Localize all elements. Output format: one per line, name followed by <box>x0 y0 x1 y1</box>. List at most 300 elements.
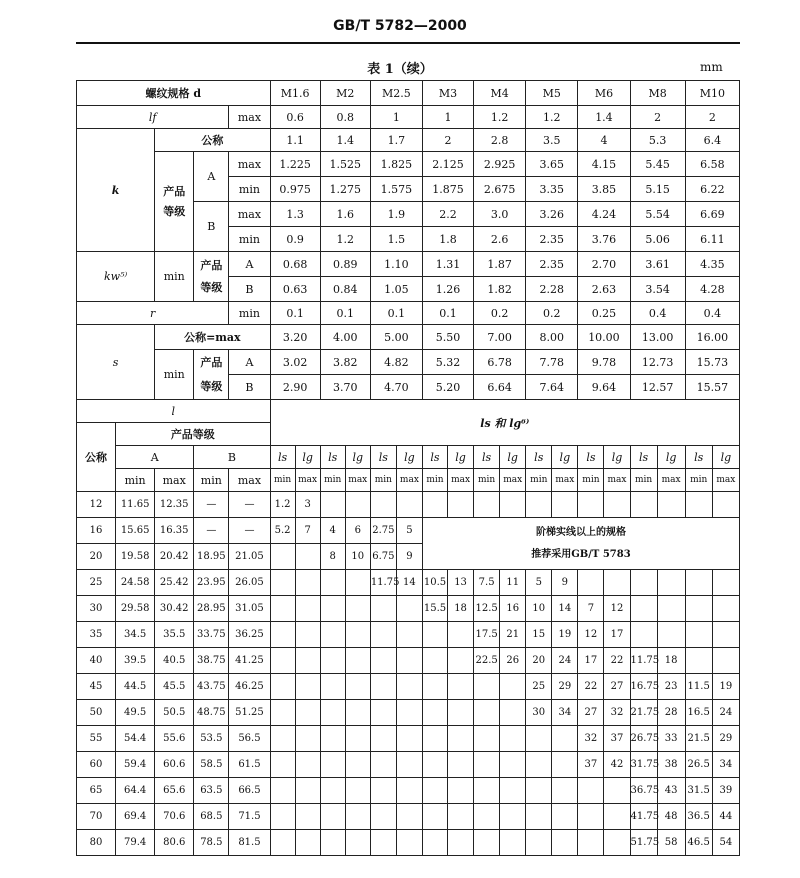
length-row <box>77 674 740 700</box>
kw-grade-l2: 等级 <box>200 280 223 294</box>
length-a-max: 80.6 <box>155 830 194 856</box>
length-a-min: 11.65 <box>116 492 155 518</box>
s-nominal-value: 5.00 <box>370 325 422 350</box>
lg-col-header: lg <box>500 446 526 469</box>
length-a-min: 54.4 <box>116 726 155 752</box>
ls-value <box>320 648 345 674</box>
lg-value: 27 <box>604 674 630 700</box>
lg-max-label: max <box>295 469 320 492</box>
lg-value <box>345 622 370 648</box>
kw-b-value: 1.05 <box>370 277 422 302</box>
ls-value: 51.75 <box>630 830 657 856</box>
length-a-max: 30.42 <box>155 596 194 622</box>
s-nominal-value: 8.00 <box>526 325 578 350</box>
s-grade-l1: 产品 <box>200 355 223 369</box>
lg-value <box>500 752 526 778</box>
s-grade-b: B <box>229 375 270 400</box>
kw-b-value: 0.63 <box>270 277 320 302</box>
length-nominal: 45 <box>77 674 116 700</box>
length-row <box>77 596 740 622</box>
kw-a-value: 2.35 <box>526 252 578 277</box>
kw-b-value: 1.26 <box>422 277 473 302</box>
unit-label: mm <box>700 60 723 74</box>
lg-value: 22 <box>604 648 630 674</box>
ls-value <box>320 492 345 518</box>
length-row <box>77 752 740 778</box>
k-a-min-value: 6.22 <box>685 177 739 202</box>
length-a-max: 40.5 <box>155 648 194 674</box>
ls-value: 36.5 <box>685 804 712 830</box>
length-a-max: 60.6 <box>155 752 194 778</box>
lg-value <box>552 778 578 804</box>
s-grade-l2: 等级 <box>200 379 223 393</box>
length-row <box>77 570 740 596</box>
r-value: 0.4 <box>630 302 685 325</box>
lg-value: 54 <box>712 830 739 856</box>
ls-value <box>370 804 396 830</box>
s-a-value: 12.73 <box>630 350 685 375</box>
lg-value <box>295 596 320 622</box>
lg-value: 34 <box>712 752 739 778</box>
length-b-min: 53.5 <box>194 726 229 752</box>
ls-value: 10.5 <box>422 570 447 596</box>
size-header: M6 <box>578 81 630 106</box>
length-a-min: 39.5 <box>116 648 155 674</box>
lg-value: 58 <box>657 830 685 856</box>
k-b-max-value: 1.6 <box>320 202 370 227</box>
s-b-value: 5.20 <box>422 375 473 400</box>
lg-max-label: max <box>500 469 526 492</box>
length-b-max: 46.25 <box>229 674 270 700</box>
k-a-min-value: 5.15 <box>630 177 685 202</box>
length-grade-b: B <box>194 446 270 469</box>
ls-min-label: min <box>578 469 604 492</box>
spec-table <box>76 80 740 856</box>
lg-value <box>345 830 370 856</box>
ls-value: 26.75 <box>630 726 657 752</box>
ls-value <box>422 622 447 648</box>
lf-value: 2 <box>630 106 685 129</box>
ls-value: 22.5 <box>474 648 500 674</box>
length-a-max: 50.5 <box>155 700 194 726</box>
length-nominal: 70 <box>77 804 116 830</box>
lg-value <box>712 648 739 674</box>
ls-value <box>320 726 345 752</box>
size-header: M2.5 <box>370 81 422 106</box>
ls-value <box>370 596 396 622</box>
k-a-max-value: 3.65 <box>526 152 578 177</box>
ls-lg-label: ls 和 lg⁶⁾ <box>270 400 739 446</box>
size-header: M8 <box>630 81 685 106</box>
length-b-min: 68.5 <box>194 804 229 830</box>
k-b-min-value: 3.76 <box>578 227 630 252</box>
length-a-max: 16.35 <box>155 518 194 544</box>
lg-value <box>345 778 370 804</box>
ls-value: 31.75 <box>630 752 657 778</box>
lg-value: 19 <box>712 674 739 700</box>
ls-col-header: ls <box>370 446 396 469</box>
kw-a-value: 1.87 <box>474 252 526 277</box>
s-b-value: 7.64 <box>526 375 578 400</box>
row-thread <box>77 81 740 106</box>
ls-value <box>474 804 500 830</box>
lg-value <box>295 726 320 752</box>
ls-value: 5.2 <box>270 518 295 544</box>
lg-value <box>448 700 474 726</box>
lg-value: 38 <box>657 752 685 778</box>
length-b-max: 61.5 <box>229 752 270 778</box>
ls-value <box>270 596 295 622</box>
s-nominal-value: 13.00 <box>630 325 685 350</box>
s-b-value: 2.90 <box>270 375 320 400</box>
k-b-min-value: 5.06 <box>630 227 685 252</box>
length-row <box>77 648 740 674</box>
lg-value <box>604 778 630 804</box>
lg-value: 13 <box>448 570 474 596</box>
lg-value <box>295 570 320 596</box>
length-row <box>77 830 740 856</box>
lg-col-header: lg <box>448 446 474 469</box>
ls-value <box>270 804 295 830</box>
lg-value <box>396 596 422 622</box>
r-value: 0.1 <box>370 302 422 325</box>
ls-value <box>370 830 396 856</box>
row-minmax-header <box>77 469 740 492</box>
s-nominal-value: 4.00 <box>320 325 370 350</box>
lg-value: 29 <box>552 674 578 700</box>
ls-value: 31.5 <box>685 778 712 804</box>
length-nominal: 30 <box>77 596 116 622</box>
lg-value: 12 <box>604 596 630 622</box>
lg-value: 21 <box>500 622 526 648</box>
kw-a-value: 1.10 <box>370 252 422 277</box>
k-nominal-value: 6.4 <box>685 129 739 152</box>
ls-value <box>630 596 657 622</box>
length-a-min: 49.5 <box>116 700 155 726</box>
kw-b-value: 1.82 <box>474 277 526 302</box>
lg-value: 7 <box>295 518 320 544</box>
ls-value <box>320 830 345 856</box>
ls-value: 7.5 <box>474 570 500 596</box>
s-a-value: 4.82 <box>370 350 422 375</box>
lg-value: 18 <box>448 596 474 622</box>
lg-max-label: max <box>552 469 578 492</box>
ls-value <box>685 622 712 648</box>
ls-value <box>270 544 295 570</box>
lg-value <box>448 674 474 700</box>
kw-a-value: 1.31 <box>422 252 473 277</box>
lg-max-label: max <box>712 469 739 492</box>
length-a-max: 12.35 <box>155 492 194 518</box>
lg-value: 48 <box>657 804 685 830</box>
lg-value <box>500 726 526 752</box>
ls-value <box>578 804 604 830</box>
lg-value <box>712 622 739 648</box>
ls-value: 46.5 <box>685 830 712 856</box>
ls-value <box>422 492 447 518</box>
row-s-nominal <box>77 325 740 350</box>
ls-value <box>422 674 447 700</box>
lg-value <box>396 674 422 700</box>
lg-value: 34 <box>552 700 578 726</box>
lg-value <box>295 648 320 674</box>
lg-value <box>345 596 370 622</box>
lg-value: 33 <box>657 726 685 752</box>
lg-value <box>295 544 320 570</box>
ls-value <box>422 778 447 804</box>
ls-value: 12 <box>578 622 604 648</box>
length-nominal: 20 <box>77 544 116 570</box>
lg-value <box>657 492 685 518</box>
kw-a-value: 3.61 <box>630 252 685 277</box>
lg-value: 6 <box>345 518 370 544</box>
ls-value: 12.5 <box>474 596 500 622</box>
length-b-max: 31.05 <box>229 596 270 622</box>
k-a-max-value: 6.58 <box>685 152 739 177</box>
s-a-value: 9.78 <box>578 350 630 375</box>
k-a-max-value: 4.15 <box>578 152 630 177</box>
s-b-value: 12.57 <box>630 375 685 400</box>
k-product-grade <box>155 152 194 252</box>
ls-value <box>270 778 295 804</box>
length-a-max: 65.6 <box>155 778 194 804</box>
ls-value <box>270 726 295 752</box>
lg-value <box>345 752 370 778</box>
s-min-label: min <box>155 350 194 400</box>
s-grade-a: A <box>229 350 270 375</box>
length-a-min: 24.58 <box>116 570 155 596</box>
lg-value: 19 <box>552 622 578 648</box>
ls-value <box>270 570 295 596</box>
recommendation-note <box>422 518 739 570</box>
lg-value <box>396 700 422 726</box>
length-b-max: 21.05 <box>229 544 270 570</box>
lg-value <box>396 648 422 674</box>
ls-min-label: min <box>685 469 712 492</box>
kw-grade-b: B <box>229 277 270 302</box>
ls-col-header: ls <box>320 446 345 469</box>
lg-col-header: lg <box>295 446 320 469</box>
length-nominal: 35 <box>77 622 116 648</box>
length-a-min: 44.5 <box>116 674 155 700</box>
ls-value: 16.75 <box>630 674 657 700</box>
s-nominal-value: 3.20 <box>270 325 320 350</box>
s-a-value: 3.02 <box>270 350 320 375</box>
lg-value <box>500 778 526 804</box>
k-b-min-value: 1.2 <box>320 227 370 252</box>
k-b-max-value: 6.69 <box>685 202 739 227</box>
s-b-value: 3.70 <box>320 375 370 400</box>
ls-value <box>370 700 396 726</box>
length-row <box>77 804 740 830</box>
lg-value: 43 <box>657 778 685 804</box>
size-header: M3 <box>422 81 473 106</box>
ls-value <box>474 778 500 804</box>
size-header: M10 <box>685 81 739 106</box>
ls-value: 10 <box>526 596 552 622</box>
k-nominal-value: 2 <box>422 129 473 152</box>
r-value: 0.4 <box>685 302 739 325</box>
lg-value <box>500 674 526 700</box>
k-b-max-value: 4.24 <box>578 202 630 227</box>
ls-value <box>422 752 447 778</box>
lg-max-label: max <box>345 469 370 492</box>
lg-value: 37 <box>604 726 630 752</box>
ls-value <box>526 726 552 752</box>
s-nominal-value: 5.50 <box>422 325 473 350</box>
ls-value: 11.75 <box>630 648 657 674</box>
k-a-min-value: 0.975 <box>270 177 320 202</box>
lg-value: 24 <box>552 648 578 674</box>
ls-value: 27 <box>578 700 604 726</box>
length-row <box>77 700 740 726</box>
lg-value <box>448 804 474 830</box>
k-b-max-value: 1.9 <box>370 202 422 227</box>
ls-value <box>370 752 396 778</box>
length-a-max: 70.6 <box>155 804 194 830</box>
lf-label: lf <box>77 106 229 129</box>
ls-value <box>526 492 552 518</box>
ls-value: 36.75 <box>630 778 657 804</box>
standard-header: GB/T 5782—2000 <box>333 18 467 34</box>
lg-value <box>500 804 526 830</box>
kw-min-label: min <box>155 252 194 302</box>
length-grade-label: 产品等级 <box>116 423 270 446</box>
lf-value: 0.8 <box>320 106 370 129</box>
length-b-min: 78.5 <box>194 830 229 856</box>
ls-value <box>320 700 345 726</box>
kw-product-grade <box>194 252 229 302</box>
length-nominal: 25 <box>77 570 116 596</box>
lg-value <box>500 700 526 726</box>
ls-value <box>685 570 712 596</box>
lg-value: 24 <box>712 700 739 726</box>
k-b-max-label: max <box>229 202 270 227</box>
length-b-min: — <box>194 518 229 544</box>
lg-value: 5 <box>396 518 422 544</box>
length-b-max: — <box>229 518 270 544</box>
lg-value <box>295 778 320 804</box>
ls-value: 41.75 <box>630 804 657 830</box>
length-a-min: 34.5 <box>116 622 155 648</box>
ls-value: 11.5 <box>685 674 712 700</box>
lg-value <box>552 726 578 752</box>
r-value: 0.1 <box>270 302 320 325</box>
length-row <box>77 622 740 648</box>
k-a-min-value: 2.675 <box>474 177 526 202</box>
lg-value <box>604 570 630 596</box>
length-b-min: 63.5 <box>194 778 229 804</box>
header-rule <box>76 42 740 44</box>
length-b-max: 41.25 <box>229 648 270 674</box>
s-a-value: 15.73 <box>685 350 739 375</box>
kw-a-value: 2.70 <box>578 252 630 277</box>
s-nominal-value: 10.00 <box>578 325 630 350</box>
k-nominal-value: 1.4 <box>320 129 370 152</box>
k-a-min-label: min <box>229 177 270 202</box>
lg-value <box>552 492 578 518</box>
r-value: 0.1 <box>422 302 473 325</box>
k-b-min-value: 6.11 <box>685 227 739 252</box>
k-nominal-value: 2.8 <box>474 129 526 152</box>
r-min-label: min <box>229 302 270 325</box>
ls-value: 25 <box>526 674 552 700</box>
k-b-max-value: 3.26 <box>526 202 578 227</box>
ls-value <box>320 674 345 700</box>
ls-col-header: ls <box>422 446 447 469</box>
k-b-min-value: 2.35 <box>526 227 578 252</box>
length-nominal: 80 <box>77 830 116 856</box>
lg-value <box>295 752 320 778</box>
kw-b-value: 2.63 <box>578 277 630 302</box>
ls-value <box>685 648 712 674</box>
length-grade-a: A <box>116 446 194 469</box>
kw-grade-l1: 产品 <box>200 258 223 272</box>
length-min-label: min <box>116 469 155 492</box>
lg-value <box>712 596 739 622</box>
s-b-value: 15.57 <box>685 375 739 400</box>
ls-value <box>422 804 447 830</box>
lg-max-label: max <box>657 469 685 492</box>
row-r <box>77 302 740 325</box>
ls-value <box>422 726 447 752</box>
ls-value <box>685 492 712 518</box>
length-b-min: 48.75 <box>194 700 229 726</box>
length-b-min: 23.95 <box>194 570 229 596</box>
length-a-max: 35.5 <box>155 622 194 648</box>
length-b-min: 38.75 <box>194 648 229 674</box>
lg-value <box>448 752 474 778</box>
ls-min-label: min <box>422 469 447 492</box>
lf-value: 1 <box>422 106 473 129</box>
length-b-min: 58.5 <box>194 752 229 778</box>
lg-value <box>295 804 320 830</box>
ls-value <box>422 830 447 856</box>
k-a-min-value: 3.85 <box>578 177 630 202</box>
lg-value <box>712 492 739 518</box>
lf-value: 1 <box>370 106 422 129</box>
lg-value: 3 <box>295 492 320 518</box>
length-a-min: 19.58 <box>116 544 155 570</box>
k-b-min-value: 2.6 <box>474 227 526 252</box>
length-nominal: 55 <box>77 726 116 752</box>
ls-value <box>630 570 657 596</box>
lg-value: 16 <box>500 596 526 622</box>
ls-value <box>526 830 552 856</box>
lg-value: 9 <box>552 570 578 596</box>
size-header: M4 <box>474 81 526 106</box>
ls-value <box>270 674 295 700</box>
size-header: M5 <box>526 81 578 106</box>
k-label: k <box>77 129 155 252</box>
ls-min-label: min <box>526 469 552 492</box>
length-a-max: 20.42 <box>155 544 194 570</box>
length-b-max: 26.05 <box>229 570 270 596</box>
ls-value <box>320 622 345 648</box>
ls-value <box>474 726 500 752</box>
lg-value: 23 <box>657 674 685 700</box>
lg-value: 29 <box>712 726 739 752</box>
ls-col-header: ls <box>685 446 712 469</box>
length-nominal: 60 <box>77 752 116 778</box>
s-label: s <box>77 325 155 400</box>
ls-value: 16.5 <box>685 700 712 726</box>
lg-value <box>712 570 739 596</box>
ls-value <box>422 648 447 674</box>
k-b-max-value: 5.54 <box>630 202 685 227</box>
k-b-max-value: 1.3 <box>270 202 320 227</box>
lg-value: 17 <box>604 622 630 648</box>
